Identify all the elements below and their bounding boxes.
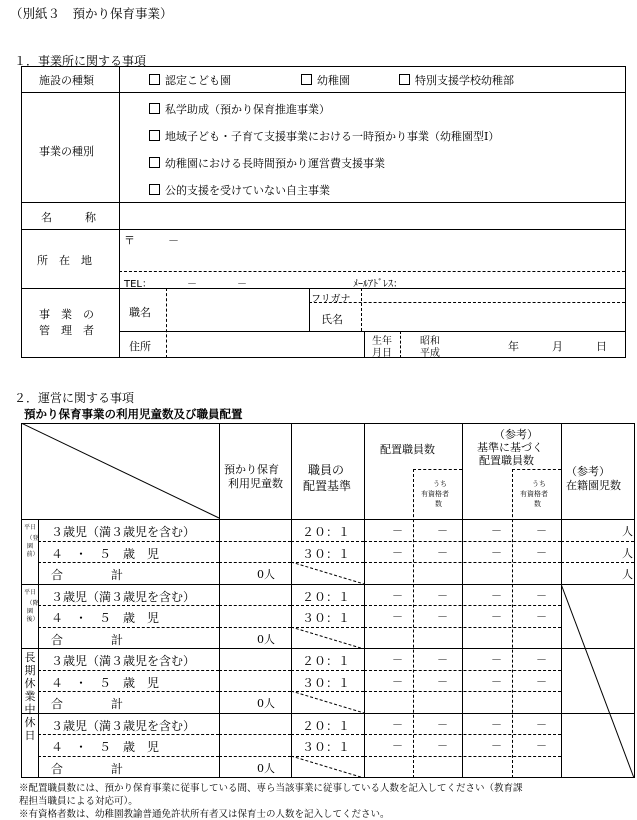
row-divider-users (219, 605, 291, 606)
row-staff-value[interactable]: － (536, 545, 547, 559)
qualified-header-2-line1: うち (532, 480, 546, 488)
row-divider-age (38, 756, 219, 757)
row-staff-value[interactable]: － (392, 545, 403, 559)
row-divider-ratio (291, 605, 364, 606)
group-divider (21, 713, 635, 714)
row-staff-value[interactable]: － (392, 588, 403, 602)
row-staff-value[interactable]: － (392, 610, 403, 623)
group-label-bottom: （降園後） (26, 599, 39, 623)
staff-header: 配置職員数 (380, 443, 435, 456)
row-staff-value[interactable]: － (392, 717, 403, 731)
section1-title: １．事業所に関する事項 (14, 54, 147, 68)
row-age-label: ４ ・ ５ 歳 児 (51, 675, 160, 690)
checkbox-icon[interactable] (149, 74, 160, 85)
row-divider-staff (364, 670, 561, 671)
row-age-label: ３歳児（満３歳児を含む） (51, 589, 196, 604)
checkbox-icon[interactable] (301, 74, 312, 85)
facility-type-option-kodomoen[interactable]: 認定こども園 (149, 72, 231, 88)
row-age-label: ４ ・ ５ 歳 児 (51, 546, 160, 561)
staffing-table (21, 423, 635, 778)
row-ratio: ３０：１ (302, 611, 351, 625)
row-ratio: ２０：１ (302, 589, 351, 604)
row-divider-users (219, 691, 291, 692)
row-staff-value[interactable]: － (392, 674, 403, 688)
total-ratio-diagonal (291, 691, 364, 713)
row-staff-value[interactable]: － (392, 653, 403, 666)
row-age-label: 合 計 (51, 761, 124, 776)
row-divider-staff (364, 562, 561, 563)
era-showa: 昭和 (420, 336, 440, 347)
row-staff-value[interactable]: － (491, 610, 502, 623)
row-staff-value[interactable]: － (437, 588, 448, 602)
group-label-bottom: （登園前） (26, 535, 39, 558)
enrolled-header-line2: 在籍園児数 (566, 479, 621, 492)
row-staff-value[interactable]: － (437, 524, 448, 537)
manager-label-line1: 事 業 の (39, 308, 94, 321)
birth-label-line1: 生年 (372, 336, 392, 347)
section2-subtitle: 預かり保育事業の利用児童数及び職員配置 (24, 407, 243, 421)
checkbox-icon[interactable] (149, 157, 160, 168)
row-age-label: 合 計 (51, 632, 124, 647)
enrolled-header-line1: （参考） (566, 465, 610, 478)
row-divider-staff (364, 734, 561, 735)
document-title: （別紙３ 預かり保育事業） (10, 6, 173, 21)
row-age-label: ４ ・ ５ 歳 児 (51, 740, 160, 754)
row-staff-value[interactable]: － (437, 610, 448, 623)
group-label (22, 716, 38, 742)
row-divider-age (38, 541, 219, 542)
qualified-header-1-line3: 数 (435, 500, 442, 508)
facility-type-option-special-school[interactable]: 特別支援学校幼稚部 (399, 72, 514, 88)
row-users-value[interactable]: 0人 (257, 632, 275, 646)
row-staff-value[interactable]: － (437, 674, 448, 688)
row-staff-value[interactable]: － (491, 717, 502, 731)
group-label-divider (38, 648, 39, 713)
checkbox-icon[interactable] (149, 184, 160, 195)
residence-label: 住所 (129, 340, 151, 353)
row-age-label: ３歳児（満３歳児を含む） (51, 718, 196, 733)
note-line-1: ※配置職員数には、預かり保育事業に従事している間、専ら当該事業に従事している人数を記入してください（教育課 (19, 783, 523, 794)
checkbox-icon[interactable] (149, 130, 160, 141)
enrolled-na-diagonal (561, 584, 635, 778)
furigana-label: フリガナ (311, 294, 351, 305)
checkbox-icon[interactable] (399, 74, 410, 85)
row-staff-value[interactable]: － (536, 588, 547, 602)
business-type-option-1[interactable]: 私学助成（預かり保育推進事業） (149, 101, 330, 117)
row-divider-staff (364, 541, 561, 542)
staffing-table-body (21, 519, 635, 777)
row-staff-value[interactable]: － (491, 545, 502, 559)
group-label-top: 休日 (24, 715, 36, 742)
row-staff-value[interactable]: － (392, 739, 403, 752)
standard-header-line1: 職員の (308, 463, 345, 477)
row-age-label: ４ ・ ５ 歳 児 (51, 611, 160, 625)
business-type-option-2[interactable]: 地域子ども・子育て支援事業における一時預かり事業（幼稚園型Ⅰ） (149, 128, 499, 144)
total-ratio-diagonal (291, 627, 364, 649)
row-ratio: ３０：１ (302, 740, 351, 754)
row-divider-age (38, 691, 219, 692)
row-divider-enrolled (561, 541, 634, 542)
business-type-option-4[interactable]: 公的支援を受けていない自主事業 (149, 182, 330, 198)
manager-name-label: 氏名 (321, 313, 343, 326)
row-divider-staff (364, 756, 561, 757)
row-divider-age (38, 670, 219, 671)
row-divider-ratio (291, 541, 364, 542)
row-users-value[interactable]: 0人 (257, 697, 275, 710)
users-header-line2: 利用児童数 (228, 477, 283, 490)
row-enrolled-value[interactable]: 人 (622, 568, 633, 581)
row-staff-value[interactable]: － (491, 674, 502, 688)
row-staff-value[interactable]: － (536, 739, 547, 752)
row-staff-value[interactable]: － (437, 653, 448, 666)
row-age-label: 合 計 (51, 697, 124, 711)
row-divider-users (219, 734, 291, 735)
note-line-2: 程担当職員による対応可）。 (19, 796, 138, 807)
postal-code-field[interactable]: 〒 － (124, 234, 179, 247)
header-diagonal (21, 423, 221, 519)
row-divider-staff (364, 605, 561, 606)
row-divider-users (219, 627, 291, 628)
row-staff-value[interactable]: － (536, 674, 547, 688)
row-divider-users (219, 756, 291, 757)
row-divider-users (219, 541, 291, 542)
row-ratio: ２０：１ (302, 718, 351, 733)
row-divider-ratio (291, 734, 364, 735)
qualified-header-1-line2: 有資格者 (421, 490, 449, 498)
total-ratio-diagonal (291, 562, 364, 584)
qualified-header-1-line1: うち (433, 480, 447, 488)
group-label (22, 587, 38, 624)
ref-staff-header-line2: 基準に基づく (477, 441, 543, 454)
position-label: 職名 (129, 306, 151, 319)
row-staff-value[interactable]: － (491, 739, 502, 752)
row-age-label: ３歳児（満３歳児を含む） (51, 654, 196, 668)
checkbox-icon[interactable] (149, 103, 160, 114)
row-staff-value[interactable]: － (437, 717, 448, 731)
row-staff-value[interactable]: － (536, 653, 547, 666)
name-field[interactable] (121, 204, 623, 227)
row-staff-value[interactable]: － (536, 717, 547, 731)
section2-title: ２．運営に関する事項 (14, 391, 135, 405)
email-field[interactable]: ﾒｰﾙｱﾄﾞﾚｽ： (353, 279, 403, 290)
note-line-3: ※有資格者数は、幼稚園教諭普通免許状所有者又は保育士の人数を記入してください。 (19, 809, 390, 820)
row-staff-value[interactable]: － (536, 610, 547, 623)
birth-date-field[interactable]: 年 月 日 (508, 340, 607, 353)
row-enrolled-value[interactable]: 人 (622, 546, 633, 560)
business-type-label: 事業の種別 (39, 145, 94, 158)
row-divider-ratio (291, 670, 364, 671)
row-ratio: ２０：１ (302, 654, 351, 668)
row-divider-age (38, 562, 219, 563)
row-users-value[interactable]: 0人 (257, 568, 275, 581)
facility-type-label: 施設の種類 (39, 74, 94, 87)
row-divider-users (219, 670, 291, 671)
ref-staff-header-line3: 配置職員数 (479, 454, 534, 467)
group-divider (21, 584, 635, 585)
row-staff-value[interactable]: － (491, 524, 502, 537)
row-staff-value[interactable]: － (437, 739, 448, 752)
users-header-line1: 預かり保育 (224, 463, 279, 476)
row-divider-age (38, 627, 219, 628)
row-staff-value[interactable]: － (392, 524, 403, 537)
tel-field[interactable]: TEL： － － (124, 279, 247, 290)
row-age-label: ３歳児（満３歳児を含む） (51, 525, 196, 539)
row-divider-age (38, 605, 219, 606)
row-ratio: ２０：１ (302, 525, 351, 539)
row-age-label: 合 計 (51, 568, 124, 582)
row-divider-enrolled (561, 562, 634, 563)
group-label-top: 長期休業中 (24, 651, 36, 716)
row-staff-value[interactable]: － (491, 588, 502, 602)
qualified-header-2-line3: 数 (534, 500, 541, 508)
address-label: 所 在 地 (37, 254, 92, 267)
row-ratio: ３０：１ (302, 546, 351, 561)
row-users-value[interactable]: 0人 (257, 761, 275, 775)
row-enrolled-value[interactable]: 人 (622, 525, 633, 538)
business-type-option-3[interactable]: 幼稚園における長時間預かり運営費支援事業 (149, 155, 385, 171)
row-divider-users (219, 562, 291, 563)
name-label: 名 称 (41, 211, 96, 224)
group-label-top: 平日 (23, 524, 36, 531)
ref-staff-header-line1: （参考） (494, 428, 538, 441)
qualified-header-2-line2: 有資格者 (520, 490, 548, 498)
row-divider-staff (364, 691, 561, 692)
group-label-divider (38, 713, 39, 778)
facility-info-table (21, 66, 626, 358)
group-label (22, 651, 38, 716)
group-label-top: 平日 (23, 588, 36, 596)
total-ratio-diagonal (291, 756, 364, 778)
row-divider-staff (364, 627, 561, 628)
row-ratio: ３０：１ (302, 675, 351, 690)
group-label (22, 522, 38, 559)
era-heisei: 平成 (420, 348, 440, 359)
row-staff-value[interactable]: － (536, 524, 547, 537)
manager-label-line2: 管 理 者 (39, 324, 94, 337)
facility-type-option-kindergarten[interactable]: 幼稚園 (301, 72, 350, 88)
group-divider (21, 648, 635, 649)
standard-header-line2: 配置基準 (303, 479, 352, 493)
row-staff-value[interactable]: － (437, 545, 448, 559)
row-staff-value[interactable]: － (491, 653, 502, 666)
row-divider-age (38, 734, 219, 735)
birth-label-line2: 月日 (372, 348, 392, 359)
